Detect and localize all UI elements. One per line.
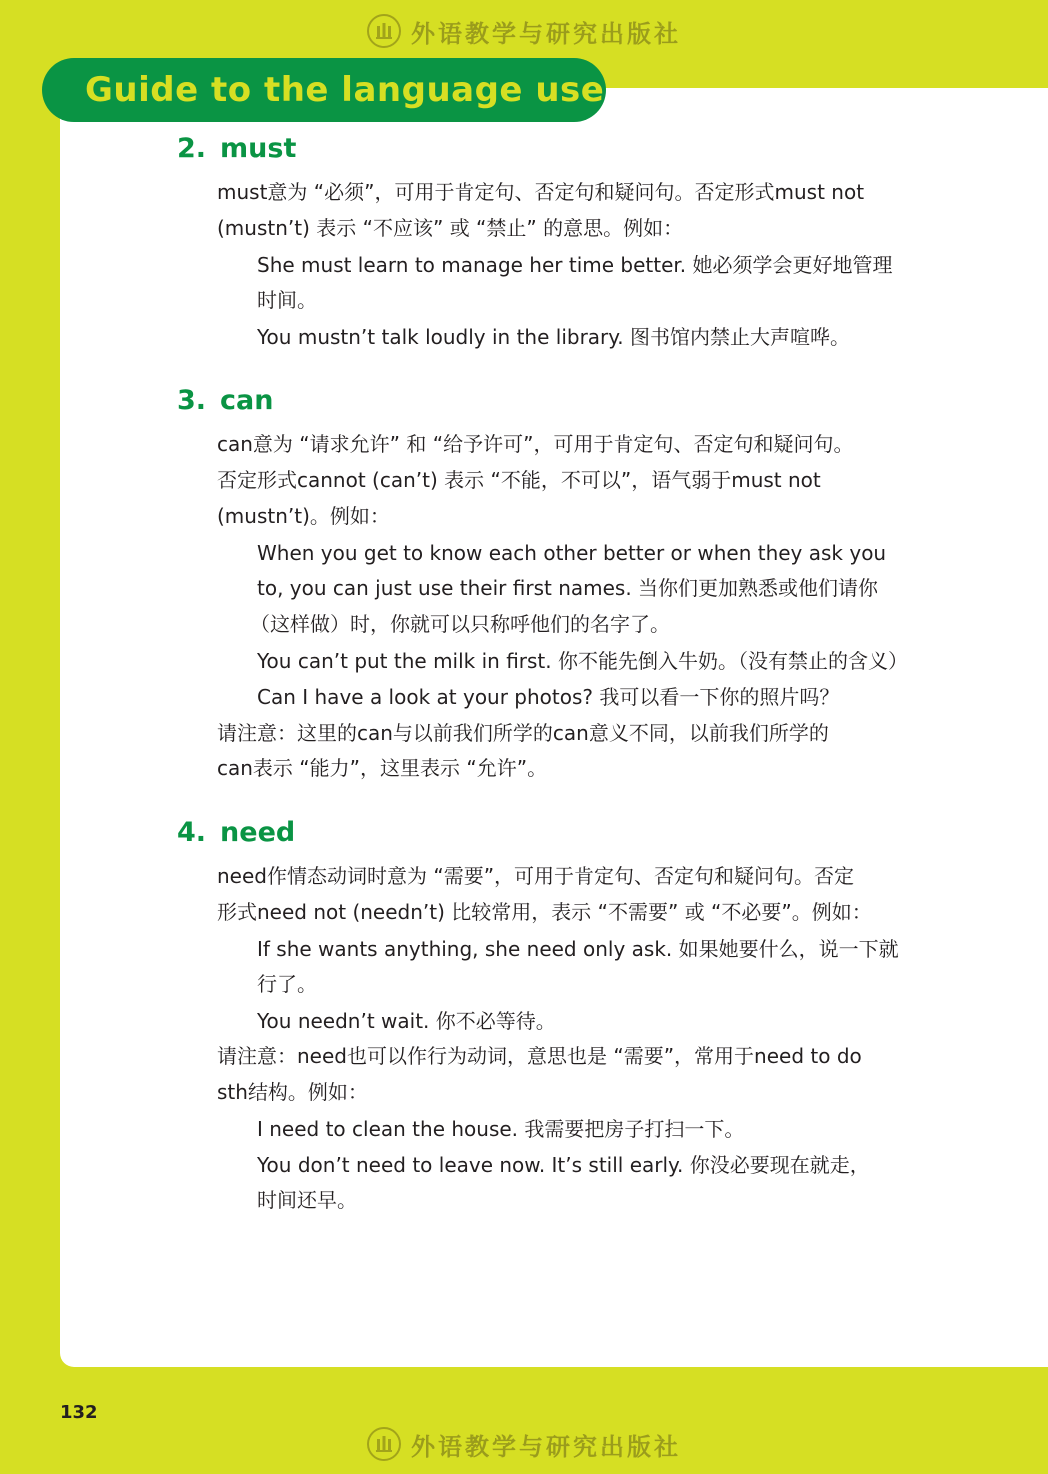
example-line: You can’t put the milk in first. 你不能先倒入牛奶。（没有禁止的含义） [257, 649, 908, 673]
section-heading-must [177, 133, 296, 164]
section-heading-need [177, 817, 295, 848]
example-line: 时间。 [257, 288, 317, 312]
section-heading-can [177, 385, 274, 416]
example-line: You mustn’t talk loudly in the library. 图书馆内禁止大声喧哗。 [257, 325, 850, 349]
text-line: (mustn’t)。例如： [217, 504, 390, 528]
example-line: 时间还早。 [257, 1188, 357, 1212]
text-line: (mustn’t) 表示 “不应该” 或 “禁止” 的意思。例如： [217, 216, 684, 240]
publisher-name: 外语教学与研究出版社 [411, 19, 681, 48]
example-line: to, you can just use their first names. 当你们更加熟悉或他们请你 [257, 576, 879, 600]
example-line: 行了。 [257, 972, 317, 996]
page-title: Guide to the language use [85, 70, 605, 110]
note-line: can表示 “能力”，这里表示 “允许”。 [217, 756, 548, 780]
example-line: Can I have a look at your photos? 我可以看一下你的照片吗？ [257, 685, 840, 709]
publisher-logo-icon [367, 1427, 401, 1461]
example-line: I need to clean the house. 我需要把房子打扫一下。 [257, 1117, 745, 1141]
example-line: She must learn to manage her time better. 她必须学会更好地管理 [257, 253, 893, 277]
text-line: must意为 “必须”，可用于肯定句、否定句和疑问句。否定形式must not [217, 180, 865, 204]
section-word: can [220, 385, 274, 416]
section-word: must [220, 133, 297, 164]
section-number: 2. [177, 133, 207, 164]
note-line: 请注意：这里的can与以前我们所学的can意义不同，以前我们所学的 [217, 721, 829, 745]
note-line: sth结构。例如： [217, 1080, 368, 1104]
page-number: 132 [60, 1402, 98, 1423]
example-line: If she wants anything, she need only ask. 如果她要什么，说一下就 [257, 937, 899, 961]
publisher-name: 外语教学与研究出版社 [411, 1432, 681, 1461]
example-line: （这样做）时，你就可以只称呼他们的名字了。 [250, 612, 670, 636]
text-line: need作情态动词时意为 “需要”，可用于肯定句、否定句和疑问句。否定 [217, 864, 855, 888]
publisher-footer [0, 1424, 1048, 1464]
example-line: When you get to know each other better or when they ask you [257, 541, 887, 565]
section-number: 4. [177, 817, 207, 848]
note-line: 请注意：need也可以作行为动词，意思也是 “需要”，常用于need to do [217, 1044, 862, 1068]
text-line: 形式need not (needn’t) 比较常用，表示 “不需要” 或 “不必要”。例如： [217, 900, 872, 924]
section-word: need [220, 817, 296, 848]
text-line: 否定形式cannot (can’t) 表示 “不能，不可以”，语气弱于must not [217, 468, 821, 492]
example-line: You don’t need to leave now. It’s still early. 你没必要现在就走， [257, 1153, 870, 1177]
text-line: can意为 “请求允许” 和 “给予许可”，可用于肯定句、否定句和疑问句。 [217, 432, 854, 456]
example-line: You needn’t wait. 你不必等待。 [257, 1009, 556, 1033]
section-number: 3. [177, 385, 207, 416]
